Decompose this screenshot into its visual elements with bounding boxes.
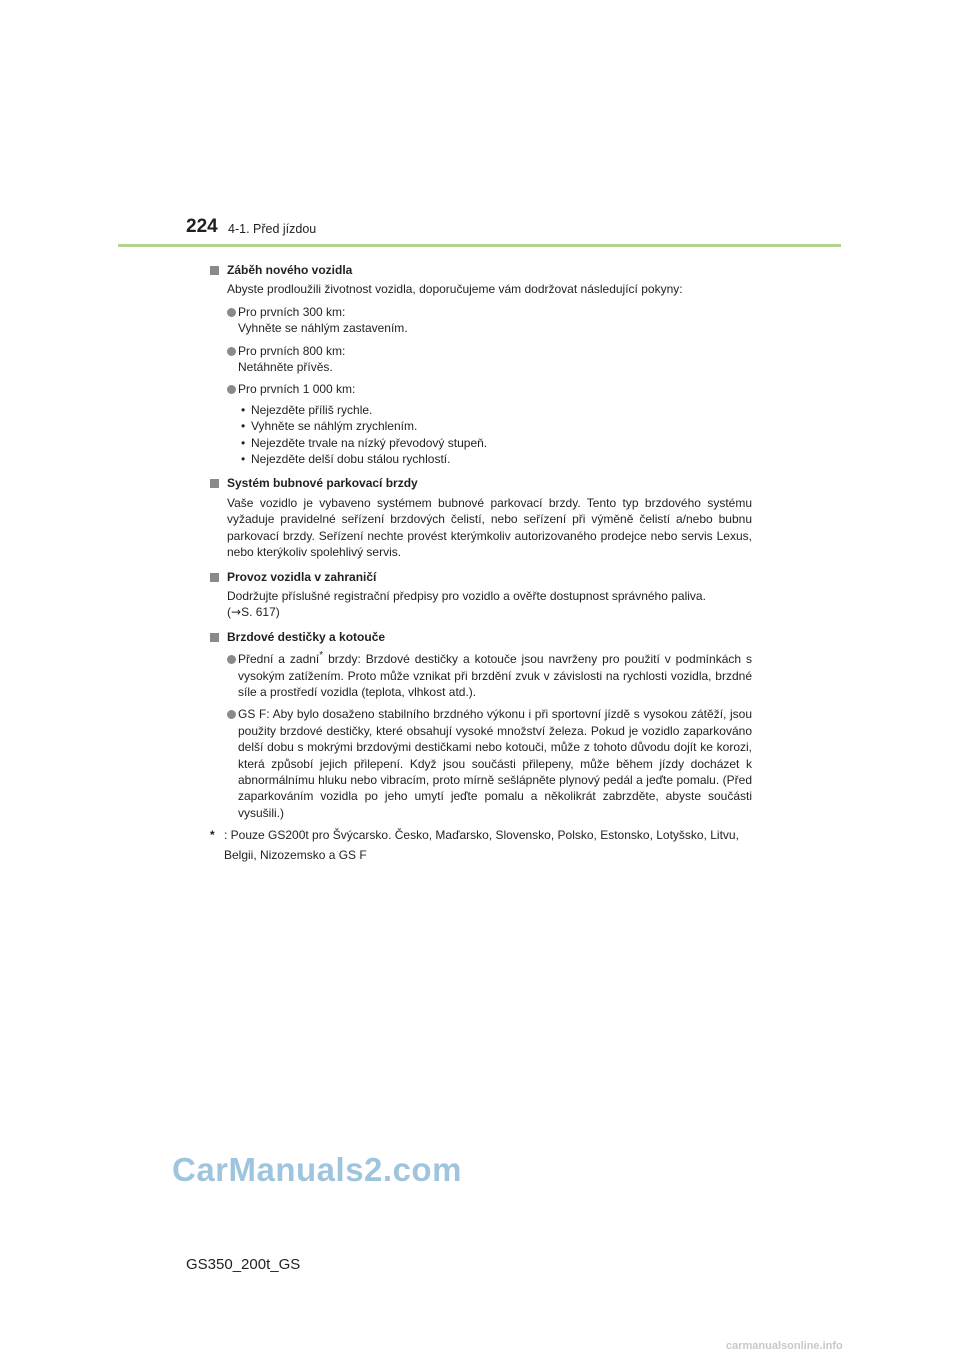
section-title: 4-1. Před jízdou — [228, 222, 317, 236]
circle-bullet-icon — [227, 710, 236, 719]
paragraph: Dodržujte příslušné registrační předpisy pro vozidlo a ověřte dostupnost správného paliva. (→S. 617) — [227, 588, 706, 620]
square-bullet-icon — [210, 573, 219, 582]
sub-list-item: • Nejezděte příliš rychle. — [241, 402, 373, 417]
watermark-logo: CarManuals2.com — [172, 1151, 462, 1188]
square-bullet-icon — [210, 266, 219, 275]
section-heading-drum-brake: Systém bubnové parkovací brzdy — [210, 475, 752, 491]
paragraph: Vaše vozidlo je vybaveno systémem bubnové parkovací brzdy. Tento typ brzdového systému vyžaduje pravidelné seřízení brzdových čelistí, nebo seřízení při výměně čelistí a/nebo bubnu parkovací brzdy. Seřízení nechte provést kterýmkoliv autorizovaného prodejce nebo servis Lexus, nebo kterýkoliv spolehlivý servis. — [227, 495, 752, 560]
list-item: Pro prvních 1 000 km: — [210, 381, 752, 397]
footer-model-code: GS350_200t_GS — [186, 1256, 301, 1273]
list-item: Pro prvních 800 km: Netáhněte přívěs. — [210, 343, 752, 376]
circle-bullet-icon — [227, 308, 236, 317]
sub-list-item: • Nejezděte delší dobu stálou rychlostí. — [241, 452, 451, 467]
footnote-asterisk: * — [210, 828, 215, 843]
circle-bullet-icon — [227, 385, 236, 394]
circle-bullet-icon — [227, 655, 236, 664]
square-bullet-icon — [210, 633, 219, 642]
footnote: * : Pouze GS200t pro Švýcarsko. Česko, Maďarsko, Slovensko, Polsko, Estonsko, Lotyšsko, Litvu, Belgii, Nizozemsko a GS F — [210, 825, 752, 865]
square-bullet-icon — [210, 479, 219, 488]
page-number: 224 — [186, 216, 218, 237]
footnote-marker: * — [319, 650, 324, 662]
footer-site-watermark: carmanualsonline.info — [726, 1340, 843, 1352]
page-content — [210, 256, 752, 865]
sub-list — [210, 402, 752, 468]
circle-bullet-icon — [227, 347, 236, 356]
list-item: Přední a zadní* brzdy: Brzdové destičky a kotouče jsou navrženy pro použití v podmínkách s vysokým zatížením. Proto může vznikat při brzdění zvuk v závislosti na rychlosti vozidla, brzdné síle a prostředí vozidla (teplota, vlhkost atd.). — [210, 651, 752, 700]
header-divider — [118, 244, 841, 247]
page-reference-link[interactable]: S. 617) — [241, 605, 280, 620]
list-item: Pro prvních 300 km: Vyhněte se náhlým zastavením. — [210, 304, 752, 337]
sub-list-item: • Nejezděte trvale na nízký převodový stupeň. — [241, 435, 488, 450]
section-heading-brake-pads: Brzdové destičky a kotouče — [210, 629, 752, 645]
paragraph: Abyste prodloužili životnost vozidla, doporučujeme vám dodržovat následující pokyny: — [227, 282, 683, 297]
list-item: GS F: Aby bylo dosaženo stabilního brzdného výkonu i při sportovní jízdě s vysokou zátěží, jsou použity brzdové destičky, které obsahují vysoké množství železa. Pokud je vozidlo zaparkováno delší dobu s mokrými brzdovými destičkami nebo kotouči, může z tohoto důvodu dojít ke korozi, která způsobí jejich přilepení. Když jsou součásti přilepeny, může během jízdy docházet k abnormálnímu hluku nebo vibracím, proto mírně sešlápněte plynový pedál a jeďte pomalu. (Před zaparkováním vozidla po jeho umytí jeďte pomalu a několikrát zabrzděte, abyste součásti vysušili.) — [210, 706, 752, 821]
section-heading-break-in: Záběh nového vozidla — [210, 262, 752, 278]
arrow-right-icon: → — [231, 605, 242, 620]
section-heading-abroad: Provoz vozidla v zahraničí — [210, 569, 752, 585]
sub-list-item: • Vyhněte se náhlým zrychlením. — [241, 419, 418, 434]
